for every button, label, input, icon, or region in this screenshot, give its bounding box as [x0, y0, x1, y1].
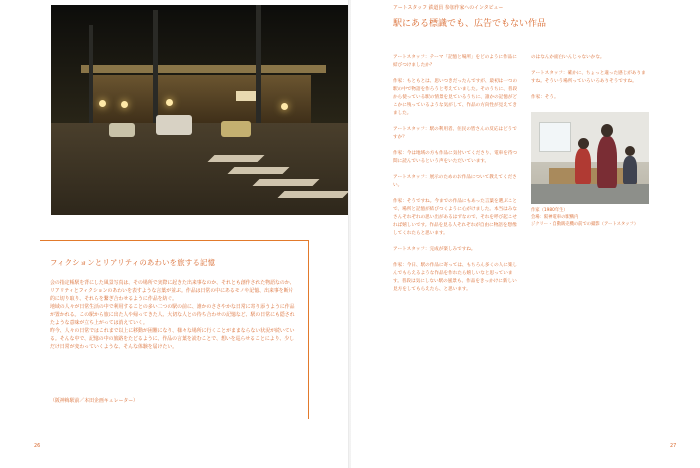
- essay-body: [50, 279, 298, 351]
- essay-paragraph: 会の指定帳駅を背にした風景写真は、その場所で実際に起きた出来事なのか、それとも創作された物語なのか、リアリティとフィクションのあわいを表すような言葉が並ぶ。作品は日常の中にあるモノや記憶、出来事を断片的に切り取り、それらを繋ぎ合わせるように作品を紡ぐ。: [50, 280, 295, 302]
- interview-column-2: [531, 54, 649, 110]
- interview-label: アートスタッフ 鉄道員 参加作家へのインタビュー: [393, 5, 504, 11]
- left-page: [0, 0, 349, 468]
- station-night-photo: [51, 5, 353, 215]
- interview-paragraph: アートスタッフ：完成が楽しみですね。: [393, 247, 476, 252]
- interview-paragraph: アートスタッフ：確かに、ちょっと違った感じがありますね。そういう場所っていろいろありそうですね。: [531, 71, 646, 84]
- interview-column-1: [393, 54, 519, 302]
- interview-paragraph: 作家：そうですね。今までの作品にもあった言葉を選ぶことで、場所と記憶が結びつくように心がけました。本当はみなさんそれぞれの思い出があるはずなので、それを呼び起こせれば嬉しいです。作品を見る人それぞれが自由に物語を想像してくれたらと思います。: [393, 199, 517, 236]
- interview-paragraph: 作家：今日、駅の作品に寄っては、もちろん多くの人に楽しんでもらえるような作品を作れたら嬉しいなと思っています。普段は気にしない駅の風景も、作品をきっかけに新しい見方をしてもらえたら、と思います。: [393, 263, 518, 292]
- interview-paragraph: 作家：今は地域の方も作品に気付いてくださり、電車を待つ間に読んでいるという声をいただいています。: [393, 151, 518, 164]
- right-page: [351, 0, 700, 468]
- page-number-right: 27: [670, 443, 677, 449]
- interview-paragraph: アートスタッフ：テーマ「記憶と場所」をどのように作品に結びつけましたか？: [393, 55, 517, 68]
- interview-paragraph: 作家：そう。: [531, 95, 559, 100]
- essay-title: フィクションとリアリティのあわいを旅する記憶: [50, 258, 216, 267]
- interview-paragraph: アートスタッフ：駅の利用者、住民の皆さんの反応はどうですか？: [393, 127, 517, 140]
- caption-line: ジクリー・自動販売機の前での撮影（アートスタッフ）: [531, 221, 639, 227]
- interview-photo: [531, 112, 649, 204]
- page-number-left: 26: [34, 443, 41, 449]
- essay-paragraph: 地域の人々が日常生活の中で利用することの多い二つの駅の前に、誰かのささやかな日常に寄り添うように作品が置かれる。この駅から旅に出た人や帰ってきた人、大切な人との待ち合わせの記憶など、駅の日常にも隠されたような意味が立ち上がっては消えていく。: [50, 304, 295, 326]
- essay-credit: （阪神梅駅前／本田企画キュレーター）: [50, 398, 139, 404]
- essay-paragraph: 昨今、人々の日常ではこれまで以上に移動が困難になり、様々な場所に行くことがままならない状況が続いている。そんな中で、記憶の中の旅路をたどるように、作品の言葉を読むことで、想いを巡らせることにより、少しだけ日常が変わっていくような、そんな体験を届けたい。: [50, 328, 295, 350]
- interview-paragraph: アートスタッフ：展示のためのお作品について教えてください。: [393, 175, 517, 188]
- interview-paragraph: 作家：もともとは、思いつきだったんですが、最初は一つの駅の中で物語を作ろうと考えていました。そのうちに、普段から使っている駅の情景を見ているうちに、誰かの記憶がどこかに残っているような気がして、作品の方向性が見えてきました。: [393, 79, 518, 116]
- interview-paragraph: のはなんか面白いんじゃないかな。: [531, 55, 605, 60]
- essay-box: [40, 240, 309, 419]
- photo-caption: [531, 208, 649, 228]
- interview-title: 駅にある標識でも、広告でもない作品: [393, 19, 547, 29]
- caption-line: 会場：阪神電車の駅構内: [531, 214, 579, 220]
- caption-line: 作家（1980年生）: [531, 208, 568, 213]
